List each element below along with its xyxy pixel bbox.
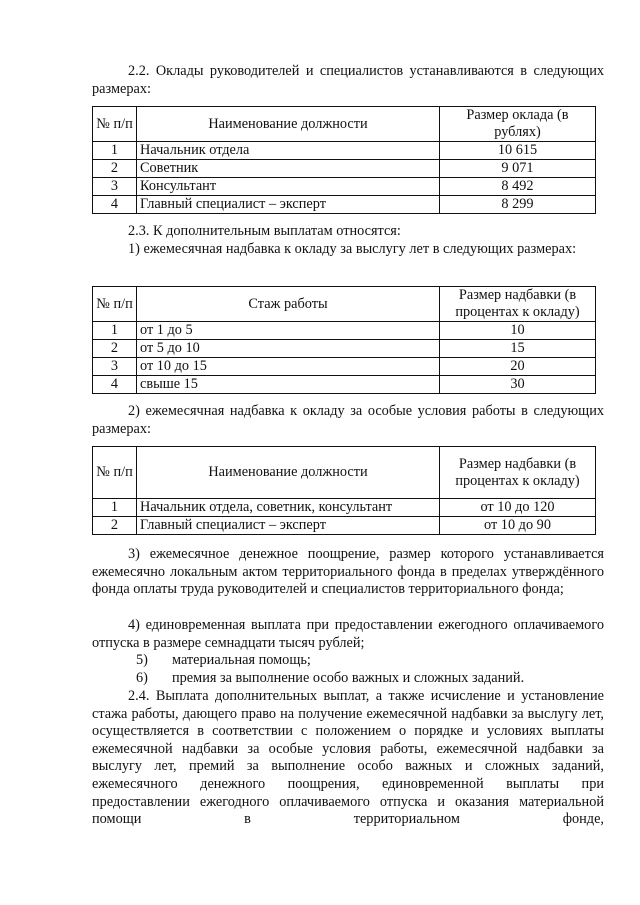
cell-experience: от 1 до 5 (137, 322, 440, 340)
paragraph-2-3-4: 4) единовременная выплата при предоставлении ежегодного оплачиваемого отпуска в размере семнадцати тысяч рублей; (92, 617, 604, 651)
table-row (93, 340, 596, 358)
paragraph-2-2: 2.2. Оклады руководителей и специалистов устанавливаются в следующих размерах: (92, 63, 604, 97)
list-item-5 (92, 652, 604, 670)
cell-salary: 9 071 (440, 160, 596, 178)
table-row (93, 358, 596, 376)
cell-percent: 20 (440, 358, 596, 376)
paragraph-2-4: 2.4. Выплата дополнительных выплат, а также исчисление и установление стажа работы, дающего право на получение ежемесячной надбавки за выслугу лет, осуществляется в соответствии с положением о порядке и условиях выплаты ежемесячной надбавки за особые условия работы, ежемесячной надбавки за выслугу лет, премий за выполнение особо важных и сложных заданий, ежемесячного денежного поощрения, единовременной выплаты при предоставлении ежегодного оплачиваемого отпуска и оказания материальной помощи в территориальном фонде, (92, 688, 604, 828)
table-row (93, 160, 596, 178)
cell-experience: от 10 до 15 (137, 358, 440, 376)
table-row (93, 196, 596, 214)
cell-salary: 8 299 (440, 196, 596, 214)
cell-position: Консультант (137, 178, 440, 196)
cell-percent: 15 (440, 340, 596, 358)
cell-number: 2 (93, 517, 137, 535)
header-cell: Наименование должности (137, 447, 440, 499)
table-row (93, 142, 596, 160)
table-header-row (93, 447, 596, 499)
cell-percent: от 10 до 120 (440, 499, 596, 517)
header-cell: Стаж работы (137, 287, 440, 322)
list-text: материальная помощь; (172, 652, 311, 668)
header-cell: Наименование должности (137, 107, 440, 142)
header-cell: Размер надбавки (в процентах к окладу) (440, 447, 596, 499)
header-cell: № п/п (93, 287, 137, 322)
seniority-table (92, 286, 596, 394)
cell-percent: 10 (440, 322, 596, 340)
paragraph-2-3-2: 2) ежемесячная надбавка к окладу за особые условия работы в следующих размерах: (92, 403, 604, 437)
list-item-6 (92, 670, 604, 688)
cell-salary: 10 615 (440, 142, 596, 160)
list-number: 5) (136, 652, 148, 668)
special-conditions-table (92, 446, 596, 535)
cell-position: Главный специалист – эксперт (137, 196, 440, 214)
cell-experience: свыше 15 (137, 376, 440, 394)
cell-position: Начальник отдела (137, 142, 440, 160)
cell-position: Начальник отдела, советник, консультант (137, 499, 440, 517)
cell-salary: 8 492 (440, 178, 596, 196)
paragraph-2-3: 2.3. К дополнительным выплатам относятся: (128, 223, 401, 239)
salary-table (92, 106, 596, 214)
list-text: премия за выполнение особо важных и сложных заданий. (172, 670, 525, 686)
table-row (93, 178, 596, 196)
header-cell: Размер надбавки (в процентах к окладу) (440, 287, 596, 322)
cell-percent: от 10 до 90 (440, 517, 596, 535)
table-header-row (93, 287, 596, 322)
cell-number: 3 (93, 178, 137, 196)
cell-position: Главный специалист – эксперт (137, 517, 440, 535)
table-row (93, 376, 596, 394)
paragraph-2-3-3: 3) ежемесячное денежное поощрение, размер которого устанавливается ежемесячно локальным актом территориального фонда в пределах утверждённого фонда оплаты труда руководителей и специалистов территориального фонда; (92, 546, 604, 598)
cell-number: 2 (93, 340, 137, 358)
cell-number: 1 (93, 322, 137, 340)
paragraph-2-3-1: 1) ежемесячная надбавка к окладу за выслугу лет в следующих размерах: (128, 241, 577, 257)
cell-number: 1 (93, 142, 137, 160)
table-row (93, 517, 596, 535)
cell-number: 4 (93, 196, 137, 214)
table-row (93, 499, 596, 517)
cell-experience: от 5 до 10 (137, 340, 440, 358)
header-cell: № п/п (93, 107, 137, 142)
table-header-row (93, 107, 596, 142)
header-cell: Размер оклада (в рублях) (440, 107, 596, 142)
cell-number: 4 (93, 376, 137, 394)
cell-number: 3 (93, 358, 137, 376)
cell-position: Советник (137, 160, 440, 178)
list-number: 6) (136, 670, 148, 686)
header-cell: № п/п (93, 447, 137, 499)
cell-number: 1 (93, 499, 137, 517)
cell-percent: 30 (440, 376, 596, 394)
cell-number: 2 (93, 160, 137, 178)
table-row (93, 322, 596, 340)
